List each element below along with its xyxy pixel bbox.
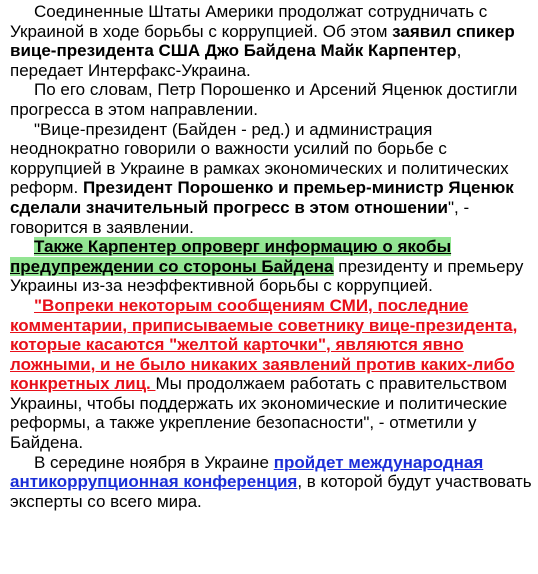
- paragraph-3-text-2: ", - говорится в заявлении.: [10, 197, 470, 237]
- paragraph-4-highlighted-statement: Также Карпентер опроверг информацию о якобы предупреждении со стороны Байдена: [10, 237, 452, 276]
- paragraph-5: [10, 296, 532, 453]
- paragraph-5-red-quote: "Вопреки некоторым сообщениям СМИ, последние комментарии, приписываемые советнику вице-президента, которые касаются "желтой карточки", являются явно ложными, и не было никаких заявлений против каких-либо конкретных лиц.: [10, 295, 518, 394]
- paragraph-1-bold-statement: заявил спикер вице-президента США Джо Байдена Майк Карпентер: [10, 21, 515, 61]
- paragraph-3: [10, 120, 532, 238]
- paragraph-1-text-1: Соединенные Штаты Америки продолжат сотрудничать с Украиной в ходе борьбы с коррупцией. Об этом: [10, 2, 488, 41]
- paragraph-4-text: президенту и премьеру Украины из-за неэффективной борьбы с коррупцией.: [10, 256, 524, 296]
- paragraph-5-text: Мы продолжаем работать с правительством Украины, чтобы поддержать их экономические и политические реформы, а также укрепление безопасности", - отметили у Байдена.: [10, 374, 508, 453]
- paragraph-6: [10, 453, 532, 512]
- paragraph-1: [10, 2, 532, 80]
- paragraph-6-text-2: , в которой будут участвовать эксперты со всего мира.: [10, 472, 532, 511]
- paragraph-4: [10, 237, 532, 296]
- paragraph-6-text-1: В середине ноября в Украине: [34, 452, 274, 472]
- article-body: [10, 2, 532, 511]
- paragraph-2: [10, 80, 532, 119]
- conference-link[interactable]: пройдет международная антикоррупционная конференция: [10, 452, 484, 492]
- paragraph-3-text-1: "Вице-президент (Байден - ред.) и администрация неоднократно говорили о важности усилий по борьбе с коррупцией в Украине в рамках экономических и политических реформ.: [10, 119, 509, 198]
- paragraph-2-text: По его словам, Петр Порошенко и Арсений Яценюк достигли прогресса в этом направлении.: [10, 80, 518, 119]
- paragraph-1-text-2: , передает Интерфакс-Украина.: [10, 41, 462, 80]
- paragraph-3-bold-quote: Президент Порошенко и премьер-министр Яценюк сделали значительный прогресс в этом отношении: [10, 178, 514, 217]
